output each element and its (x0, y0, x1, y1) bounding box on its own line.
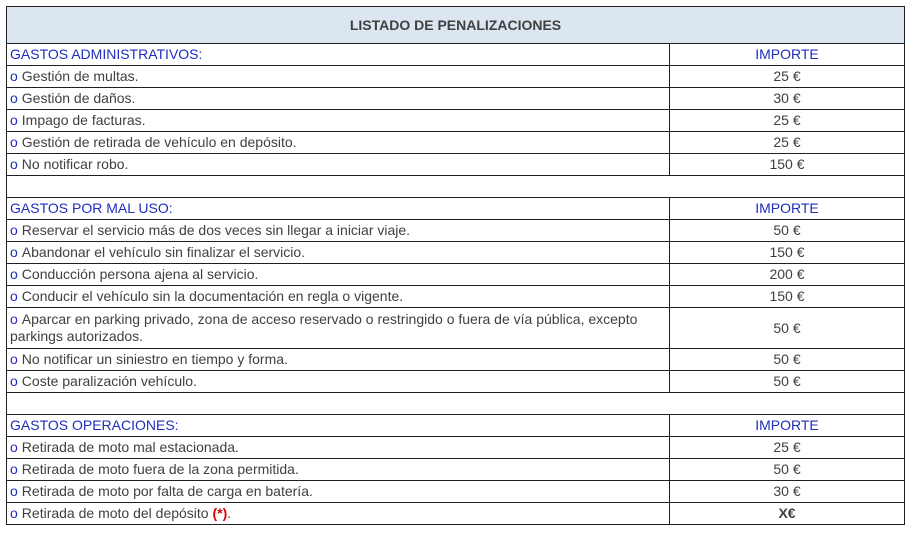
bullet-icon: o (10, 266, 18, 282)
section-heading-operaciones: GASTOS OPERACIONES: (7, 415, 670, 437)
row-amount: 50 € (670, 349, 905, 371)
table-row (7, 286, 905, 308)
table-row (7, 242, 905, 264)
spacer-cell (7, 176, 905, 198)
amount-heading: IMPORTE (670, 44, 905, 66)
table-row (7, 503, 905, 525)
row-amount: 150 € (670, 286, 905, 308)
row-amount: 150 € (670, 242, 905, 264)
row-label: Abandonar el vehículo sin finalizar el servicio. (21, 244, 306, 260)
row-amount: X€ (670, 503, 905, 525)
table-row (7, 220, 905, 242)
bullet-icon: o (10, 134, 18, 150)
amount-heading: IMPORTE (670, 198, 905, 220)
row-amount: 25 € (670, 437, 905, 459)
table-row (7, 88, 905, 110)
bullet-icon: o (10, 311, 18, 327)
table-row (7, 481, 905, 503)
row-label: Gestión de retirada de vehículo en depósito. (21, 134, 297, 150)
note-marker: (*) (212, 505, 228, 521)
penalties-table (6, 6, 905, 525)
bullet-icon: o (10, 373, 18, 389)
spacer-cell (7, 393, 905, 415)
table-row (7, 110, 905, 132)
row-label: No notificar robo. (21, 156, 129, 172)
row-amount: 150 € (670, 154, 905, 176)
bullet-icon: o (10, 439, 18, 455)
row-amount: 25 € (670, 110, 905, 132)
table-row (7, 308, 905, 349)
title-row (7, 7, 905, 44)
row-amount: 200 € (670, 264, 905, 286)
row-amount: 30 € (670, 88, 905, 110)
row-label: Retirada de moto fuera de la zona permitida. (21, 461, 299, 477)
row-amount: 25 € (670, 132, 905, 154)
bullet-icon: o (10, 351, 18, 367)
row-amount: 50 € (670, 308, 905, 349)
bullet-icon: o (10, 288, 18, 304)
bullet-icon: o (10, 68, 18, 84)
section-heading-row (7, 198, 905, 220)
row-label: Aparcar en parking privado, zona de acceso reservado o restringido o fuera de vía pública, excepto parkings autorizados. (10, 311, 638, 344)
section-heading-row (7, 44, 905, 66)
row-amount: 25 € (670, 66, 905, 88)
bullet-icon: o (10, 244, 18, 260)
row-label-suffix: . (227, 505, 232, 521)
row-label: Gestión de multas. (21, 68, 139, 84)
row-amount: 30 € (670, 481, 905, 503)
row-label: Retirada de moto mal estacionada. (21, 439, 239, 455)
row-label: Gestión de daños. (21, 90, 136, 106)
row-amount: 50 € (670, 220, 905, 242)
table-row (7, 371, 905, 393)
table-title: LISTADO DE PENALIZACIONES (7, 7, 905, 44)
row-label: No notificar un siniestro en tiempo y forma. (21, 351, 288, 367)
bullet-icon: o (10, 112, 18, 128)
spacer-row (7, 176, 905, 198)
bullet-icon: o (10, 461, 18, 477)
row-label: Retirada de moto del depósito (21, 505, 209, 521)
row-label: Conducción persona ajena al servicio. (21, 266, 259, 282)
row-label: Conducir el vehículo sin la documentación en regla o vigente. (21, 288, 404, 304)
row-amount: 50 € (670, 371, 905, 393)
bullet-icon: o (10, 505, 18, 521)
section-heading-administrativos: GASTOS ADMINISTRATIVOS: (7, 44, 670, 66)
table-row (7, 264, 905, 286)
row-amount: 50 € (670, 459, 905, 481)
table-row (7, 437, 905, 459)
row-label: Reservar el servicio más de dos veces sin llegar a iniciar viaje. (21, 222, 411, 238)
table-row (7, 132, 905, 154)
section-heading-mal-uso: GASTOS POR MAL USO: (7, 198, 670, 220)
spacer-row (7, 393, 905, 415)
bullet-icon: o (10, 90, 18, 106)
row-label: Coste paralización vehículo. (21, 373, 197, 389)
table-row (7, 349, 905, 371)
bullet-icon: o (10, 222, 18, 238)
table-row (7, 459, 905, 481)
bullet-icon: o (10, 156, 18, 172)
amount-heading: IMPORTE (670, 415, 905, 437)
section-heading-row (7, 415, 905, 437)
row-label: Impago de facturas. (21, 112, 146, 128)
table-row (7, 154, 905, 176)
bullet-icon: o (10, 483, 18, 499)
table-row (7, 66, 905, 88)
row-label: Retirada de moto por falta de carga en batería. (21, 483, 313, 499)
